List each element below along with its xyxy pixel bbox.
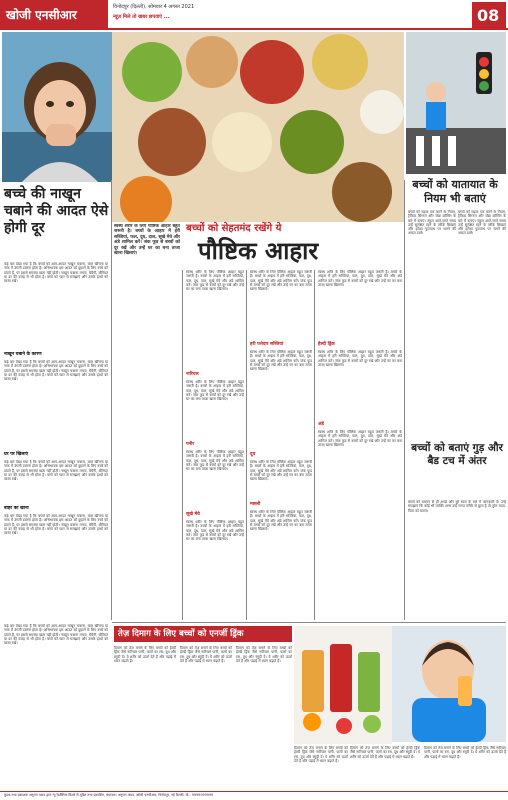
diet-intro-text: स्वस्थ शरीर के लिए पौष्टिक आहार बहुत जरूरी है। बच्चों के आहार में हरी सब्जियां, फल, दूध, दाल, सूखे मेवे और अंडे शामिल करें। जंक फूड से बच्चों को दूर रखें और उन्हें घर का बना ताजा खाना खिलाएं। [114, 224, 180, 257]
section-divider [112, 622, 506, 623]
page-number-box [472, 2, 506, 28]
nails-body-text: कई बार देखा गया है कि बच्चों को आम-आदत नाखून चबाना, बाल खींचना या नाक में उंगली डालना होता है। अभिभावक इस आदत को छुड़ाने के लिए बच्चे को डांटते हैं, पर इससे समस्या खत्म नहीं होती। नाखून चबाना तनाव, बेचैनी, बोरियत या डर की वजह से भी होता है। बच्चे को प्यार से समझाएं और उसके हाथों को व्यस्त रखें। [4, 624, 108, 646]
masthead-date: विनोदपुर (दिल्ली), सोमवार 4 अगस्त 2021 [113, 4, 195, 10]
column-rule [182, 270, 183, 620]
column-rule [246, 270, 247, 620]
subhead: बाहर का खाना [4, 506, 29, 511]
footer-rule [0, 791, 508, 792]
energy-drink-text: दिमाग को तेज़ बनाने के लिए बच्चों को हेल्दी ड्रिंक जैसे नारियल पानी, फलों का रस, दूध और स्मूदी दें। ये शरीर को ऊर्जा देते हैं और पढ़ाई में ध्यान बढ़ाते हैं। [180, 646, 232, 663]
subhead: हेल्दी ड्रिंक [318, 342, 335, 347]
column-rule [111, 180, 112, 620]
diet-column-1: स्वस्थ शरीर के लिए पौष्टिक आहार बहुत जरूरी है। बच्चों के आहार में हरी सब्जियां, फल, दूध, दाल, सूखे मेवे और अंडे शामिल करें। जंक फूड से बच्चों को दूर रखें और उन्हें घर का बना ताजा खाना खिलाएं। [186, 270, 244, 292]
diet-column-2: स्वस्थ शरीर के लिए पौष्टिक आहार बहुत जरूरी है। बच्चों के आहार में हरी सब्जियां, फल, दूध, दाल, सूखे मेवे और अंडे शामिल करें। जंक फूड से बच्चों को दूर रखें और उन्हें घर का बना ताजा खाना खिलाएं। [250, 350, 312, 372]
nails-body-text: कई बार देखा गया है कि बच्चों को आम-आदत नाखून चबाना, बाल खींचना या नाक में उंगली डालना होता है। अभिभावक इस आदत को छुड़ाने के लिए बच्चे को डांटते हैं, पर इससे समस्या खत्म नहीं होती। नाखून चबाना तनाव, बेचैनी, बोरियत या डर की वजह से भी होता है। बच्चे को प्यार से समझाएं और उसके हाथों को व्यस्त रखें। [4, 360, 108, 382]
child-biting-nails-photo [2, 32, 112, 182]
subhead: घर पर खिलाएं [4, 452, 29, 457]
diet-column-2: स्वस्थ शरीर के लिए पौष्टिक आहार बहुत जरूरी है। बच्चों के आहार में हरी सब्जियां, फल, दूध, दाल, सूखे मेवे और अंडे शामिल करें। जंक फूड से बच्चों को दूर रखें और उन्हें घर का बना ताजा खाना खिलाएं। [250, 460, 312, 482]
masthead [0, 0, 508, 30]
traffic-headline: बच्चों को यातायात के नियम भी बताएं [412, 178, 498, 205]
masthead-tagline: न्यूज़ मिले तो खबर छपवाएं ... [113, 14, 170, 20]
energy-drink-text: दिमाग को तेज़ बनाने के लिए बच्चों को हेल्दी ड्रिंक जैसे नारियल पानी, फलों का रस, दूध और स्मूदी दें। ये शरीर को ऊर्जा देते हैं और पढ़ाई में ध्यान बढ़ाते हैं। [350, 746, 420, 759]
subhead: दूध [250, 452, 256, 457]
column-rule [404, 180, 405, 620]
subhead: पनीर [186, 442, 195, 447]
diet-headline-big: पौष्टिक आहार [198, 237, 319, 265]
traffic-body-text: बच्चों को सड़क पार करने के नियम, ट्रैफिक सिग्नल और जेब्रा क्रॉसिंग के बारे में बताएं। स्कूल आते-जाते समय उन्हें सुरक्षित रहने के तरीके सिखाएं और हमेशा फुटपाथ पर चलने की आदत डालें। [408, 210, 456, 236]
energy-drink-text: दिमाग को तेज़ बनाने के लिए बच्चों को हेल्दी ड्रिंक जैसे नारियल पानी, फलों का रस, दूध और स्मूदी दें। ये शरीर को ऊर्जा देते हैं और पढ़ाई में ध्यान बढ़ाते हैं। [236, 646, 292, 663]
subhead: सूखे मेवे [186, 512, 200, 517]
subhead: हरी पत्तेदार सब्जियां [250, 342, 284, 347]
newspaper-logo: खोजी एनसीआर [6, 8, 77, 22]
diet-column-1: स्वस्थ शरीर के लिए पौष्टिक आहार बहुत जरूरी है। बच्चों के आहार में हरी सब्जियां, फल, दूध, दाल, सूखे मेवे और अंडे शामिल करें। जंक फूड से बच्चों को दूर रखें और उन्हें घर का बना ताजा खाना खिलाएं। [186, 520, 244, 542]
diet-column-3: स्वस्थ शरीर के लिए पौष्टिक आहार बहुत जरूरी है। बच्चों के आहार में हरी सब्जियां, फल, दूध, दाल, सूखे मेवे और अंडे शामिल करें। जंक फूड से बच्चों को दूर रखें और उन्हें घर का बना ताजा खाना खिलाएं। [318, 430, 402, 447]
nails-body-text: कई बार देखा गया है कि बच्चों को आम-आदत नाखून चबाना, बाल खींचना या नाक में उंगली डालना होता है। अभिभावक इस आदत को छुड़ाने के लिए बच्चे को डांटते हैं, पर इससे समस्या खत्म नहीं होती। नाखून चबाना तनाव, बेचैनी, बोरियत या डर की वजह से भी होता है। बच्चे को प्यार से समझाएं और उसके हाथों को व्यस्त रखें। [4, 460, 108, 482]
diet-column-1: स्वस्थ शरीर के लिए पौष्टिक आहार बहुत जरूरी है। बच्चों के आहार में हरी सब्जियां, फल, दूध, दाल, सूखे मेवे और अंडे शामिल करें। जंक फूड से बच्चों को दूर रखें और उन्हें घर का बना ताजा खाना खिलाएं। [186, 380, 244, 402]
nails-body-text: कई बार देखा गया है कि बच्चों को आम-आदत नाखून चबाना, बाल खींचना या नाक में उंगली डालना होता है। अभिभावक इस आदत को छुड़ाने के लिए बच्चे को डांटते हैं, पर इससे समस्या खत्म नहीं होती। नाखून चबाना तनाव, बेचैनी, बोरियत या डर की वजह से भी होता है। बच्चे को प्यार से समझाएं और उसके हाथों को व्यस्त रखें। [4, 514, 108, 536]
imprint-line: मुद्रक तथा प्रकाशक अनुराग यादव द्वारा न्यू रेडक्लिफ प्रिंटर्स से मुद्रित तथा प्रकाशित, संपादक: अनुराग यादव, खोजी एनसीआर, विनोदपुर, नई दिल्ली। मो.: 9999999999 [4, 793, 214, 797]
diet-column-3: स्वस्थ शरीर के लिए पौष्टिक आहार बहुत जरूरी है। बच्चों के आहार में हरी सब्जियां, फल, दूध, दाल, सूखे मेवे और अंडे शामिल करें। जंक फूड से बच्चों को दूर रखें और उन्हें घर का बना ताजा खाना खिलाएं। [318, 350, 402, 367]
energy-drink-text: दिमाग को तेज़ बनाने के लिए बच्चों को हेल्दी ड्रिंक जैसे नारियल पानी, फलों का रस, दूध और स्मूदी दें। ये शरीर को ऊर्जा देते हैं और पढ़ाई में ध्यान बढ़ाते हैं। [424, 746, 506, 759]
energy-drink-text: दिमाग को तेज़ बनाने के लिए बच्चों को हेल्दी ड्रिंक जैसे नारियल पानी, फलों का रस, दूध और स्मूदी दें। ये शरीर को ऊर्जा देते हैं और पढ़ाई में ध्यान बढ़ाते हैं। [294, 746, 348, 763]
traffic-body-text: बच्चों को सड़क पार करने के नियम, ट्रैफिक सिग्नल और जेब्रा क्रॉसिंग के बारे में बताएं। स्कूल आते-जाते समय उन्हें सुरक्षित रहने के तरीके सिखाएं और हमेशा फुटपाथ पर चलने की आदत डालें। [458, 210, 506, 236]
page-number: 08 [477, 6, 500, 25]
healthy-food-collage-photo [112, 32, 404, 222]
nails-body-text: कई बार देखा गया है कि बच्चों को आम-आदत नाखून चबाना, बाल खींचना या नाक में उंगली डालना होता है। अभिभावक इस आदत को छुड़ाने के लिए बच्चे को डांटते हैं, पर इससे समस्या खत्म नहीं होती। नाखून चबाना तनाव, बेचैनी, बोरियत या डर की वजह से भी होता है। बच्चे को प्यार से समझाएं और उसके हाथों को व्यस्त रखें। [4, 262, 108, 284]
diet-column-2: स्वस्थ शरीर के लिए पौष्टिक आहार बहुत जरूरी है। बच्चों के आहार में हरी सब्जियां, फल, दूध, दाल, सूखे मेवे और अंडे शामिल करें। जंक फूड से बच्चों को दूर रखें और उन्हें घर का बना ताजा खाना खिलाएं। [250, 270, 312, 292]
energy-drink-text: दिमाग को तेज़ बनाने के लिए बच्चों को हेल्दी ड्रिंक जैसे नारियल पानी, फलों का रस, दूध और स्मूदी दें। ये शरीर को ऊर्जा देते हैं और पढ़ाई में ध्यान बढ़ाते हैं। [114, 646, 176, 663]
energy-drink-glasses-photo [294, 626, 392, 744]
subhead: अंडे [318, 422, 324, 427]
diet-column-1: स्वस्थ शरीर के लिए पौष्टिक आहार बहुत जरूरी है। बच्चों के आहार में हरी सब्जियां, फल, दूध, दाल, सूखे मेवे और अंडे शामिल करें। जंक फूड से बच्चों को दूर रखें और उन्हें घर का बना ताजा खाना खिलाएं। [186, 450, 244, 472]
traffic-rules-children-photo [406, 32, 506, 174]
nails-headline: बच्चे की नाखून चबाने की आदत ऐसे होगी दूर [4, 186, 109, 236]
good-bad-touch-text: बच्चों को बचपन से ही अच्छे और बुरे स्पर्श के बारे में जानकारी दें। उन्हें समझाएं कि कोई भी व्यक्ति अगर उन्हें गलत तरीके से छूता है तो तुरंत माता-पिता को बताएं। [408, 500, 506, 513]
column-rule [314, 270, 315, 620]
subhead: मछली [250, 502, 261, 507]
good-bad-touch-headline: बच्चों को बताएं गुड़ और बैड टच में अंतर [411, 442, 503, 467]
diet-headline-small: बच्चों को सेहतमंद रखेंगे ये [186, 223, 282, 234]
subhead: नाखून चबाने के कारण [4, 352, 42, 357]
energy-drink-banner [114, 626, 292, 642]
boy-drinking-juice-photo [392, 626, 506, 742]
subhead: नारियल [186, 372, 199, 377]
diet-column-2: स्वस्थ शरीर के लिए पौष्टिक आहार बहुत जरूरी है। बच्चों के आहार में हरी सब्जियां, फल, दूध, दाल, सूखे मेवे और अंडे शामिल करें। जंक फूड से बच्चों को दूर रखें और उन्हें घर का बना ताजा खाना खिलाएं। [250, 510, 312, 532]
diet-column-3: स्वस्थ शरीर के लिए पौष्टिक आहार बहुत जरूरी है। बच्चों के आहार में हरी सब्जियां, फल, दूध, दाल, सूखे मेवे और अंडे शामिल करें। जंक फूड से बच्चों को दूर रखें और उन्हें घर का बना ताजा खाना खिलाएं। [318, 270, 402, 287]
energy-drink-headline: तेज़ दिमाग के लिए बच्चों को एनर्जी ड्रिंक [118, 629, 244, 639]
